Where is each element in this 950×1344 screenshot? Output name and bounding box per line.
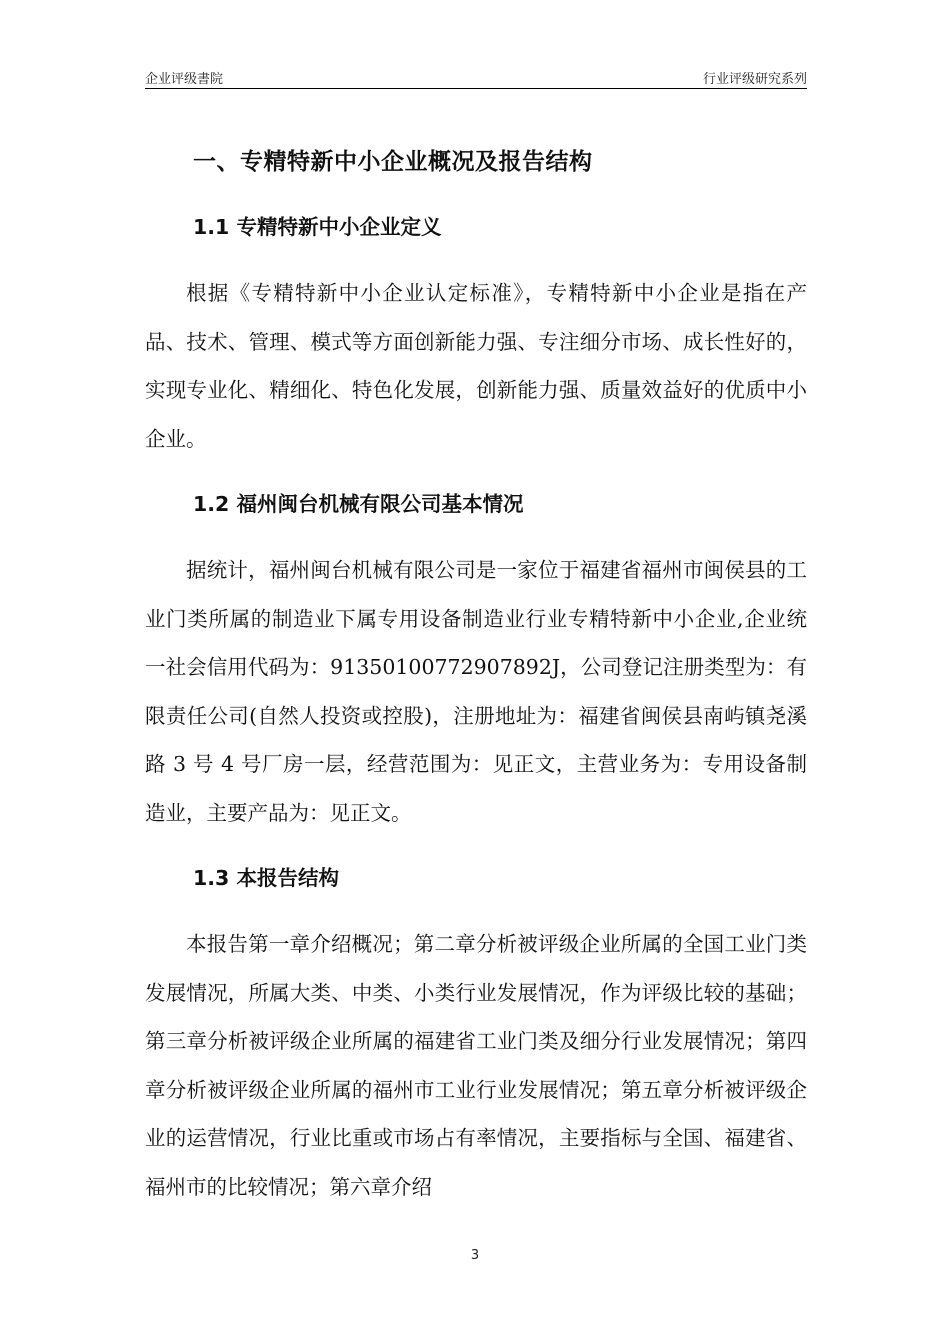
section-heading-company-info: 1.2 福州闽台机械有限公司基本情况 — [193, 492, 524, 516]
page-header — [145, 66, 807, 89]
section-paragraph-company-info: 据统计，福州闽台机械有限公司是一家位于福建省福州市闽侯县的工业门类所属的制造业下属专用设备制造业行业专精特新中小企业,企业统一社会信用代码为：91350100772907892J，公司登记注册类型为：有限责任公司(自然人投资或控股)，注册地址为：福建省闽侯县南屿镇尧溪路 3 号 4 号厂房一层，经营范围为：见正文，主营业务为：专用设备制造业，主要产品为：见正文。 — [145, 558, 807, 825]
document-body — [145, 140, 807, 1211]
header-publisher: 企业评级書院 — [145, 72, 224, 87]
section-heading-definition: 1.1 专精特新中小企业定义 — [193, 215, 442, 239]
header-series-title: 行业评级研究系列 — [702, 72, 807, 87]
page-number: 3 — [470, 1248, 480, 1263]
section-paragraph-report-structure: 本报告第一章介绍概况；第二章分析被评级企业所属的全国工业门类发展情况，所属大类、中类、小类行业发展情况，作为评级比较的基础；第三章分析被评级企业所属的福建省工业门类及细分行业发展情况；第四章分析被评级企业所属的福州市工业行业发展情况；第五章分析被评级企业的运营情况，行业比重或市场占有率情况，主要指标与全国、福建省、福州市的比较情况；第六章介绍 — [145, 932, 807, 1199]
chapter-title: 一、专精特新中小企业概况及报告结构 — [193, 149, 593, 175]
section-heading-report-structure: 1.3 本报告结构 — [193, 866, 339, 890]
section-paragraph-definition: 根据《专精特新中小企业认定标准》，专精特新中小企业是指在产品、技术、管理、模式等方面创新能力强、专注细分市场、成长性好的，实现专业化、精细化、特色化发展，创新能力强、质量效益好的优质中小企业。 — [145, 281, 807, 451]
